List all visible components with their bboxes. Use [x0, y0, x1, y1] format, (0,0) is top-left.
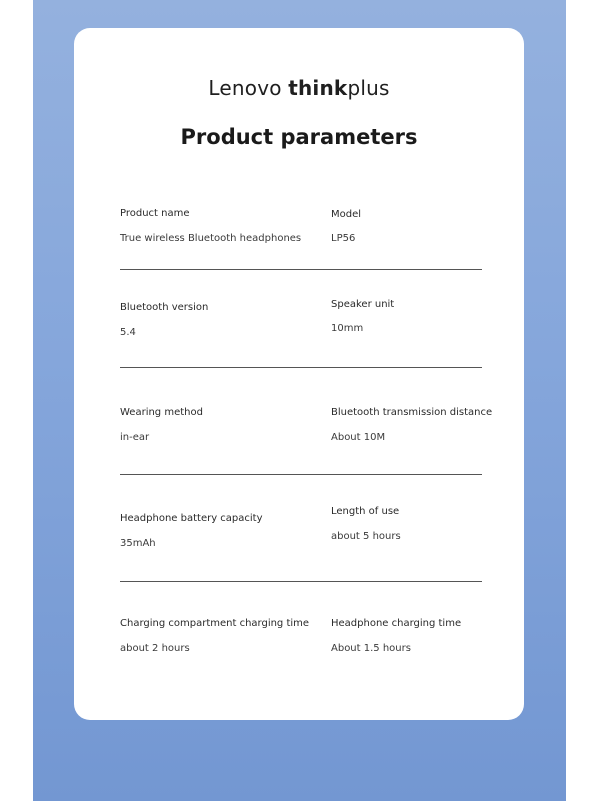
param-value-compartment-charging-time: about 2 hours	[120, 643, 190, 654]
param-value-length-of-use: about 5 hours	[331, 531, 401, 542]
brand-logo	[74, 76, 524, 100]
param-label-product-name: Product name	[120, 208, 190, 219]
param-value-bluetooth-distance: About 10M	[331, 432, 386, 443]
param-value-speaker-unit: 10mm	[331, 323, 364, 334]
param-value-battery-capacity: 35mAh	[120, 538, 156, 549]
param-label-model: Model	[331, 209, 362, 220]
param-value-product-name: True wireless Bluetooth headphones	[120, 233, 302, 244]
row-divider	[120, 269, 482, 270]
param-value-wearing-method: in-ear	[120, 432, 150, 443]
param-label-bluetooth-version: Bluetooth version	[120, 302, 209, 313]
param-label-compartment-charging-time: Charging compartment charging time	[120, 618, 310, 629]
brand-name-regular: Lenovo	[208, 76, 289, 100]
row-divider	[120, 367, 482, 368]
param-label-length-of-use: Length of use	[331, 506, 400, 517]
page-title: Product parameters	[180, 125, 418, 149]
param-label-bluetooth-distance: Bluetooth transmission distance	[331, 407, 493, 418]
brand-name-suffix: plus	[347, 76, 390, 100]
param-value-model: LP56	[331, 233, 356, 244]
param-label-headphone-charging-time: Headphone charging time	[331, 618, 462, 629]
param-value-headphone-charging-time: About 1.5 hours	[331, 643, 411, 654]
param-label-speaker-unit: Speaker unit	[331, 299, 395, 310]
row-divider	[120, 581, 482, 582]
param-label-battery-capacity: Headphone battery capacity	[120, 513, 263, 524]
param-label-wearing-method: Wearing method	[120, 407, 203, 418]
param-value-bluetooth-version: 5.4	[120, 327, 136, 338]
row-divider	[120, 474, 482, 475]
brand-name-bold: think	[288, 76, 348, 100]
